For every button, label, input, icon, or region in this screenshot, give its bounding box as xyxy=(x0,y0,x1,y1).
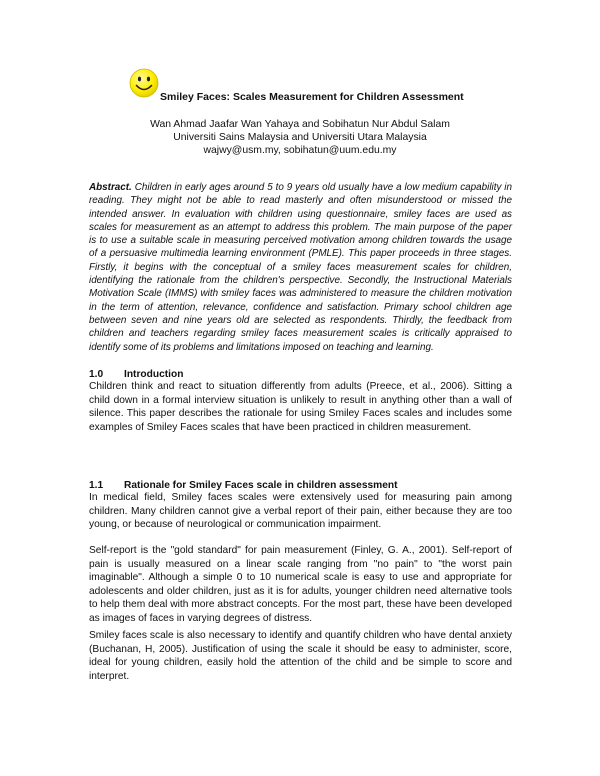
author-block xyxy=(90,118,510,157)
introduction-paragraph: Children think and react to situation differently from adults (Preece, et al., 2006). Sitting a child down in a formal interview situation is unlikely to result in anything other than a wall of silence. This paper describes the rationale for using Smiley Faces scales and includes some examples of Smiley Faces scales that have been practiced in children measurement. xyxy=(89,381,512,433)
section-title: Rationale for Smiley Faces scale in children assessment xyxy=(124,480,398,491)
abstract xyxy=(89,181,512,354)
section-title: Introduction xyxy=(124,369,184,380)
rationale-paragraph-1: In medical field, Smiley faces scales were extensively used for measuring pain among children. Many children cannot give a verbal report of their pain, either because they are too young, or because of neurological or communication impairment. xyxy=(89,492,512,530)
authors: Wan Ahmad Jaafar Wan Yahaya and Sobihatun Nur Abdul Salam xyxy=(150,119,450,130)
smiley-face-icon xyxy=(129,68,159,98)
author-emails: wajwy@usm.my, sobihatun@uum.edu.my xyxy=(203,145,397,156)
rationale-paragraph-2: Self-report is the "gold standard" for pain measurement (Finley, G. A., 2001). Self-report of pain is usually measured on a linear scale ranging from "no pain" to "the worst pain imaginable". Although a simple 0 to 10 numerical scale is easy to use and appropriate for adolescents and older children, just as it is for adults, younger children need alternative tools to help them deal with more abstract concepts. For the most part, these have been developed as images of faces in varying degrees of distress. xyxy=(89,545,512,624)
rationale-paragraph-3: Smiley faces scale is also necessary to identify and quantify children who have dental anxiety (Buchanan, H, 2005). Justification of using the scale it should be easy to administer, score, ideal for young children, easily hold the attention of the child and be simple to score and interpret. xyxy=(89,630,512,682)
abstract-text: Children in early ages around 5 to 9 years old usually have a low medium capability in reading. They might not be able to read masterly and often misunderstood or missed the intended answer. In evaluation with children using questionnaire, smiley faces are used as scales for measurement as an attempt to address this problem. The main purpose of the paper is to use a suitable scale in measuring perceived motivation among children towards the usage of a persuasive multimedia learning environment (PMLE). This paper proceeds in three stages. Firstly, it begins with the conceptual of a smiley faces measurement scales for children, identifying the rationale from the children's perspective. Secondly, the Instructional Materials Motivation Scale (IMMS) with smiley faces was administered to measure the children motivation in the term of attention, relevance, confidence and satisfaction. Primary school children age between seven and nine years old are selected as respondents. Thirdly, the feedback from children and teachers regarding smiley faces measurement scales is critically appraised to identify some of its problems and limitations imposed on teaching and learning. xyxy=(89,182,512,353)
abstract-label: Abstract. xyxy=(89,182,132,193)
section-heading-introduction xyxy=(89,369,183,380)
section-heading-rationale xyxy=(89,480,398,491)
affiliation: Universiti Sains Malaysia and Universiti Utara Malaysia xyxy=(173,132,427,143)
section-number: 1.0 xyxy=(89,369,104,380)
paper-title: Smiley Faces: Scales Measurement for Children Assessment xyxy=(160,91,464,103)
section-number: 1.1 xyxy=(89,480,104,491)
